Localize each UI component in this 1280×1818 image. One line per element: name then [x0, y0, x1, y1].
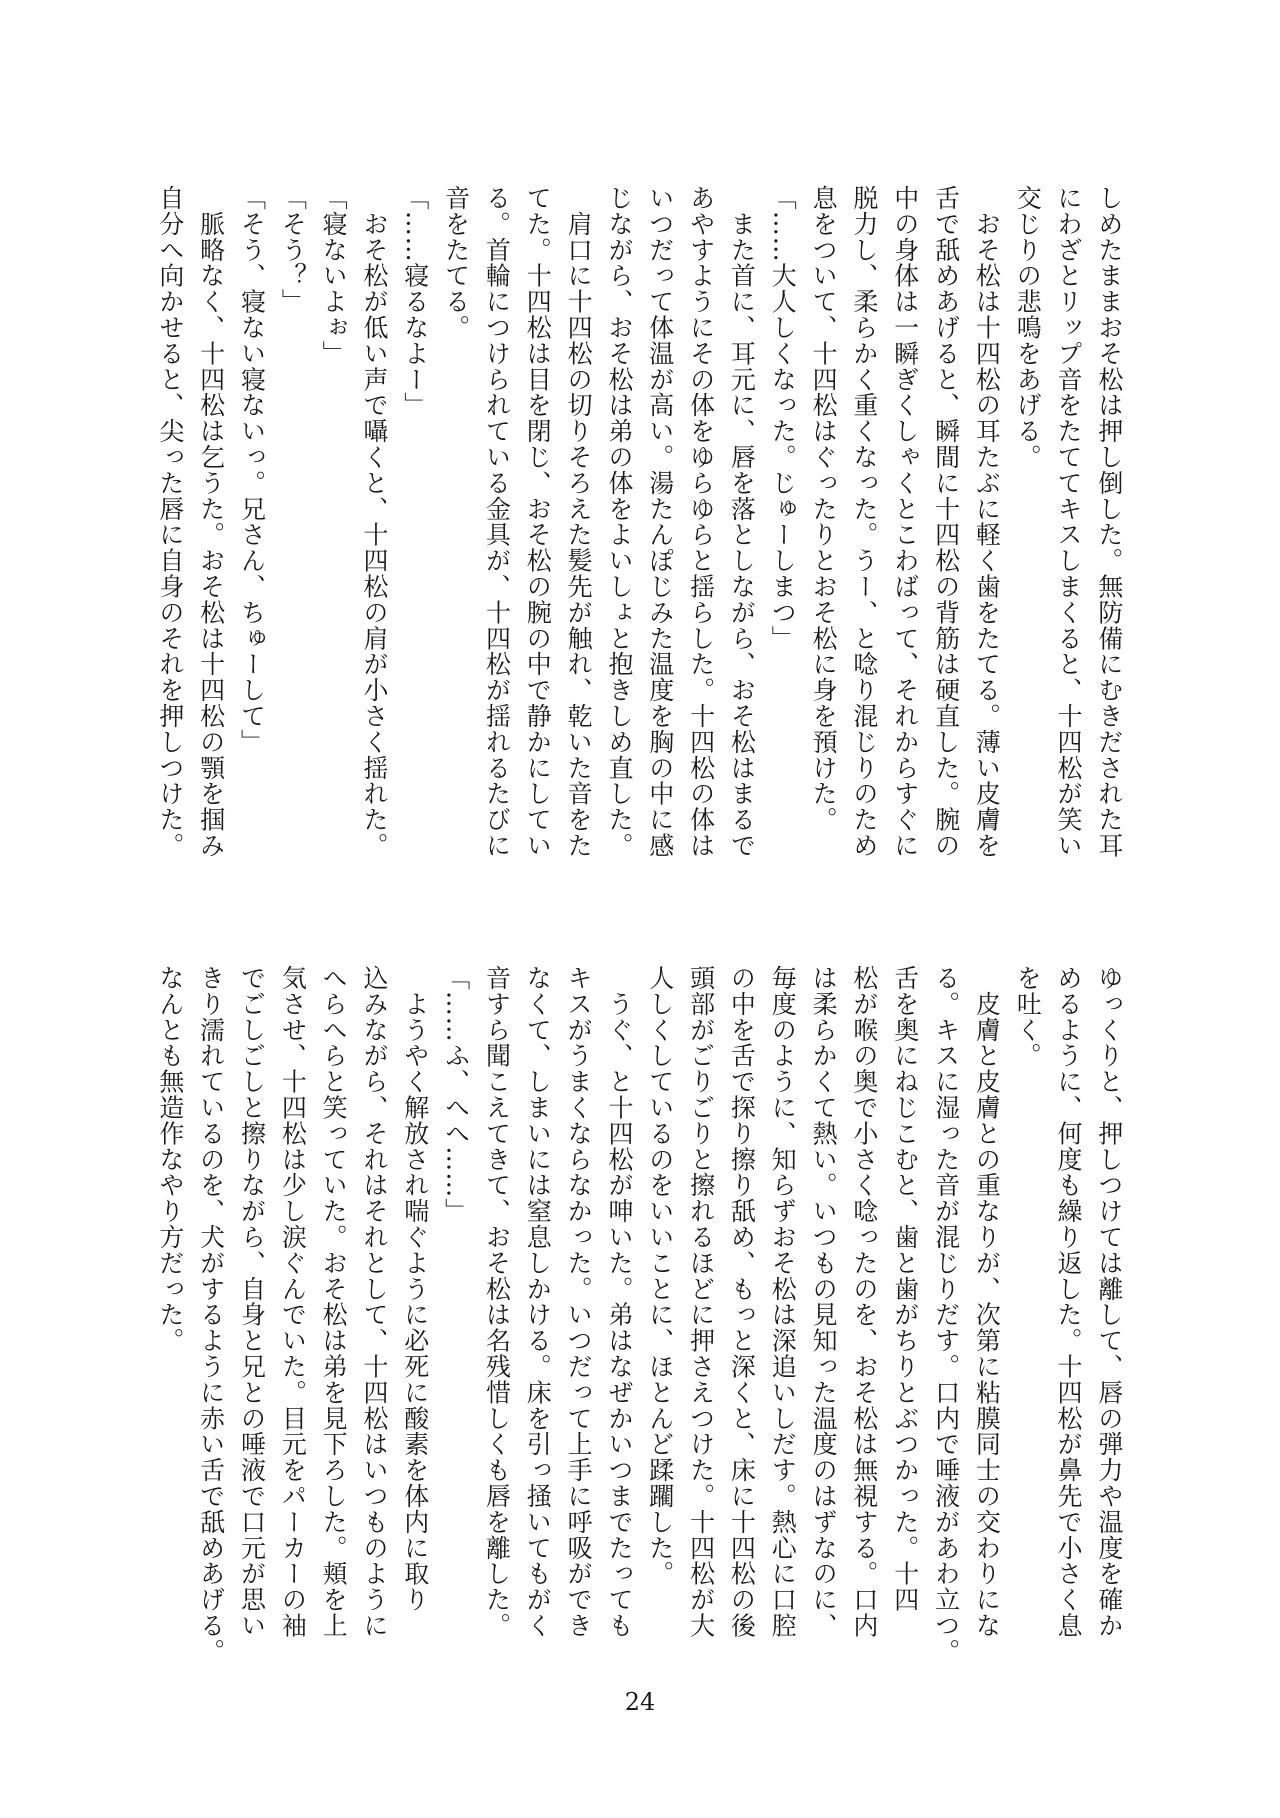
top-text-column: 息をついて、十四松はぐったりとおそ松に身を預けた。 — [809, 185, 839, 833]
bottom-text-column: うぐ、と十四松が呻いた。弟はなぜかいつまでたっても — [604, 965, 634, 1639]
top-text-column: 舌で舐めあげると、瞬間に十四松の背筋は硬直した。腕の — [931, 185, 961, 859]
text-tier-bottom — [150, 965, 1130, 1665]
top-text-column: 「……大人しくなった。じゅーしまつ」 — [768, 185, 798, 652]
top-text-column: いつだって体温が高い。湯たんぽじみた温度を胸の中に感 — [645, 185, 675, 859]
top-text-column: じながら、おそ松は弟の体をよいしょと抱きしめ直した。 — [604, 185, 634, 859]
bottom-text-column: なくて、しまいには窒息しかける。床を引っ掻いてもがく — [523, 965, 553, 1639]
top-text-column: あやすようにその体をゆらゆらと揺らした。十四松の体は — [686, 185, 716, 859]
bottom-text-column: ようやく解放され喘ぐように必死に酸素を体内に取り — [400, 965, 430, 1613]
top-text-column: にわざとリップ音をたててキスしまくると、十四松が笑い — [1054, 185, 1084, 859]
top-text-column: てた。十四松は目を閉じ、おそ松の腕の中で静かにしてい — [523, 185, 553, 859]
bottom-text-column: 皮膚と皮膚との重なりが、次第に粘膜同士の交わりにな — [972, 965, 1002, 1639]
bottom-text-column: 人しくしているのをいいことに、ほとんど蹂躙した。 — [645, 965, 675, 1587]
bottom-text-column: 毎度のように、知らずおそ松は深追いしだす。熱心に口腔 — [768, 965, 798, 1639]
bottom-text-column: へらへらと笑っていた。おそ松は弟を見下ろした。頬を上 — [319, 965, 349, 1639]
top-text-column: 音をたてる。 — [441, 185, 471, 341]
bottom-text-column: キスがうまくならなかった。いつだって上手に呼吸ができ — [564, 965, 594, 1639]
top-text-column: また首に、耳元に、唇を落としながら、おそ松はまるで — [727, 185, 757, 859]
bottom-text-column: めるように、何度も繰り返した。十四松が鼻先で小さく息 — [1054, 965, 1084, 1639]
bottom-text-column: なんとも無造作なやり方だった。 — [155, 965, 185, 1354]
top-text-column: 中の身体は一瞬ぎくしゃくとこわばって、それからすぐに — [890, 185, 920, 859]
top-text-column: しめたままおそ松は押し倒した。無防備にむきだされた耳 — [1094, 185, 1124, 859]
bottom-text-column: の中を舌で探り擦り舐め、もっと深くと、床に十四松の後 — [727, 965, 757, 1639]
top-text-column: 自分へ向かせると、尖った唇に自身のそれを押しつけた。 — [155, 185, 185, 859]
bottom-text-column: 頭部がごりごりと擦れるほどに押さえつけた。十四松が大 — [686, 965, 716, 1639]
bottom-text-column: きり濡れているのを、犬がするように赤い舌で舐めあげる。 — [196, 965, 226, 1665]
bottom-text-column: 気させ、十四松は少し涙ぐんでいた。目元をパーカーの袖 — [278, 965, 308, 1639]
text-tier-top — [150, 185, 1130, 885]
top-text-column: 脱力し、柔らかく重くなった。うー、と唸り混じりのため — [849, 185, 879, 859]
top-text-column: 脈略なく、十四松は乞うた。おそ松は十四松の顎を掴み — [196, 185, 226, 859]
bottom-text-column: 「……ふ、へへ……」 — [441, 965, 471, 1224]
bottom-text-column: は柔らかくて熱い。いつもの見知った温度のはずなのに、 — [809, 965, 839, 1639]
top-text-column: 「そう、寝ない寝ないっ。兄さん、ちゅーして」 — [237, 185, 267, 755]
top-text-column: 「そう？」 — [278, 185, 308, 315]
bottom-text-column: でごしごしと擦りながら、自身と兄との唾液で口元が思い — [237, 965, 267, 1639]
top-text-column: 肩口に十四松の切りそろえた髪先が触れ、乾いた音をた — [564, 185, 594, 859]
bottom-text-column: 舌を奥にねじこむと、歯と歯がちりとぶつかった。十四 — [890, 965, 920, 1613]
top-text-column: おそ松が低い声で囁くと、十四松の肩が小さく揺れた。 — [359, 185, 389, 859]
bottom-text-column: 込みながら、それはそれとして、十四松はいつものように — [359, 965, 389, 1639]
bottom-text-column: 音すら聞こえてきて、おそ松は名残惜しくも唇を離した。 — [482, 965, 512, 1639]
bottom-text-column: を吐く。 — [1013, 965, 1043, 1069]
top-text-column: おそ松は十四松の耳たぶに軽く歯をたてる。薄い皮膚を — [972, 185, 1002, 859]
top-text-column: 「……寝るなよー」 — [400, 185, 430, 419]
page-number: 24 — [624, 1688, 656, 1716]
bottom-text-column: 松が喉の奥で小さく唸ったのを、おそ松は無視する。口内 — [849, 965, 879, 1639]
top-text-column: る。首輪につけられている金具が、十四松が揺れるたびに — [482, 185, 512, 859]
bottom-text-column: ゆっくりと、押しつけては離して、唇の弾力や温度を確か — [1094, 965, 1124, 1639]
top-text-column: 「寝ないよぉ」 — [319, 185, 349, 367]
bottom-text-column: る。キスに湿った音が混じりだす。口内で唾液があわ立つ。 — [931, 965, 961, 1665]
top-text-column: 交じりの悲鳴をあげる。 — [1013, 185, 1043, 470]
